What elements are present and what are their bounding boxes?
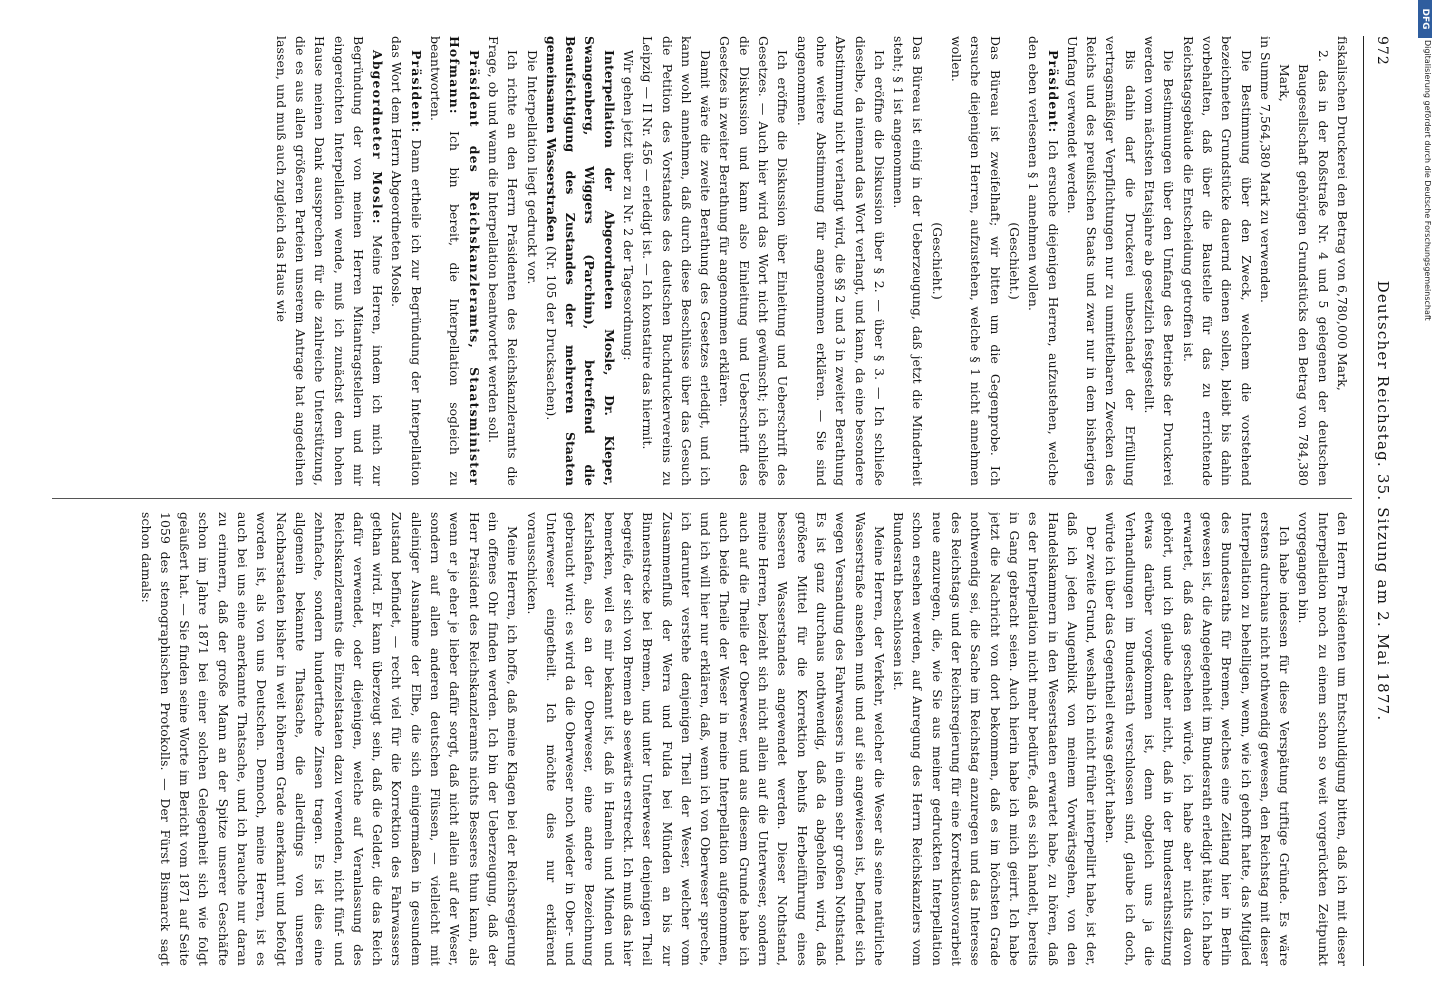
- paragraph: Ich habe indessen für diese Verspätung triftige Gründe. Es wäre erstens durchaus nicht nothwendig gewesen, den Reichstag mit dieser Interpellation zu behelligen, wenn, wie ich gehofft hatte, das Mitglied des Bundesraths für Bremen, welches eine Zeitlang hier in Berlin gewesen ist, die Angelegenheit im Bundesrath erledigt hätte. Ich habe erwartet, daß das geschehen würde, ich habe aber nichts davon gehört, und ich glaube daher nicht, daß in der Bundesrathssitzung etwas darüber vorgekommen ist, denn obgleich uns ja die Verhandlungen im Bundesrath verschlossen sind, glaube ich doch, würde ich über das Gegentheil etwas gehört haben.: [1103, 512, 1293, 966]
- right-column: [32, 512, 1352, 966]
- speaker-name: Präsident:: [1045, 50, 1061, 134]
- paragraph: Der zweite Grund, weshalb ich nicht früher interpellirt habe, ist der, daß ich jeden Augenblick von meinem Vorwärtsgehen, von den Handelskammern in den Weserstaaten erwartet habe, zu hören, daß es der Interpellation nicht mehr bedürfe, daß es sich handelt, bereits in Gang gebracht seien. Auch hierin habe ich mich geirrt. Ich habe jetzt die Nachricht von dort bekommen, daß es im höchsten Grade nothwendig sei, die Sache im Reichstag anzuregen und das Interesse des Reichstags und der Reichsregierung für eine Korrektionsvorarbeit neue anzuregen, die, wie Sie aus meiner gedruckten Interpellation schon ersehen werden, auf Anregung des Herrn Reichskanzlers vom Bundesrath beschlossen ist.: [891, 512, 1100, 966]
- paragraph: Die Interpellation liegt gedruckt vor.: [524, 50, 540, 285]
- dfg-logo: [1418, 0, 1432, 38]
- speech-text: Ich bin bereit, die Interpellation sogleich zu beantworten.: [428, 36, 463, 486]
- page-header: [1363, 36, 1394, 966]
- paragraph: Die Bestimmung über den Zweck, welchem die vorstehend bezeichneten Grundstücke dauernd dienen sollen, bleibt bis dahin vorbehalten, daß über die Baustelle für das zu errichtende Reichstagsgebäude die Entscheidung getroffen ist.: [1180, 36, 1254, 486]
- paragraph: Ich richte an den Herrn Präsidenten des Reichskanzleramts die Frage, ob und wann die Interpellation beantwortet werden soll.: [485, 36, 521, 486]
- paragraph: Damit wäre die zweite Berathung des Gesetzes erledigt, und ich kann wohl annehmen, daß durch diese Beschlüsse über das Gesuch die Petition des Vorstandes des deutschen Buchdruckervereins zu Leipzig — II Nr. 456 — erledigt ist. — Ich konstatire das hiermit.: [640, 36, 714, 486]
- digitization-note-text: Digitalisierung gefördert durch die Deutsche Forschungsgemeinschaft: [1423, 40, 1432, 321]
- agenda-ref: (Nr. 105 der Drucksachen).: [543, 245, 559, 421]
- paragraph: in Summe 7,564,380 Mark zu verwenden.: [1257, 36, 1273, 304]
- dfg-logo-text: DFG: [1420, 8, 1430, 30]
- paragraph: Das Büreau ist zweifelhaft; wir bitten um die Gegenprobe. Ich ersuche diejenigen Herren, aufzustehen, welche § 1 nicht annehmen wollen.: [949, 36, 1003, 486]
- speech-paragraph: [387, 36, 426, 486]
- digitization-note: [1423, 40, 1431, 980]
- left-column: [32, 36, 1352, 486]
- paragraph: Bis dahin darf die Druckerei unbeschadet der Erfüllung vertragsmäßiger Verpflichtungen nur zu unmittelbaren Zwecken des Reichs und des preußischen Staats und zwar nur in dem bisherigen Umfang verwendet werden.: [1064, 36, 1138, 486]
- page-number: 972: [1374, 36, 1390, 66]
- paragraph: den Herrn Präsidenten um Entschuldigung bitten, daß ich mit dieser Interpellation noch zu einem schon so weit vorgerückten Zeitpunkt vorgegangen bin.: [1296, 512, 1350, 966]
- paragraph: Meine Herren, ich hoffe, daß meine Klagen bei der Reichsregierung ein offenes Ohr finden werden. Ich bin der Ueberzeugung, daß der Herr Präsident des Reichskanzleramts nichts Besseres thun kann, als wenn er je eher je lieber dafür sorgt, daß nicht allein auf der Weser, sondern auf allen anderen deutschen Flüssen, — vielleicht mit alleiniger Ausnahme der Elbe, die sich einigermaßen in gesundem Zustand befindet, — recht viel für die Korrektion des Fahrwassers gethan wird. Er kann überzeugt sein, daß die Gelder, die das Reich dafür verwendet, oder diejenigen, welche auf Veranlassung des Reichskanzleramts die Einzelstaaten dazu verwenden, nicht fünf- und zehnfache, sondern hundertfache Zinsen tragen. Es ist dies eine allgemein bekannte Thatsache, die allerdings von unseren Nachbarstaaten bisher in weit höherem Grade anerkannt und befolgt worden ist, als von uns Deutschen. Dennoch, meine Herren, ist es auch bei uns eine anerkannte Thatsache, und ich brauche nur daran zu erinnern, daß der große Mann an der Spitze unserer Geschäfte schon im Jahre 1871 bei einer solchen Gelegenheit sich wie folgt geäußert hat. — Sie finden seine Worte im Bericht vom 1871 auf Seite 1059 des stenographischen Protokolls. — Der Fürst Bismarck sagt schon damals:: [138, 512, 521, 966]
- agenda-title: Interpellation der Abgeordneten Mosle, Dr. Kieper, Swangenberg, Wiggers (Parchim), betreffend die Beaufsichtigung des Zustandes der mehreren Staaten gemeinsamen Wasserstraßen: [543, 36, 617, 486]
- paragraph: fiskalischen Druckerei den Betrag von 6,780,000 Mark,: [1335, 36, 1350, 391]
- paragraph: Ich eröffne die Diskussion über Einleitung und Ueberschrift des Gesetzes. — Auch hier wird das Wort nicht gewünscht; ich schließe die Diskussion und kann also Einleitung und Ueberschrift des Gesetzes in zweiter Berathung für angenommen erklären.: [717, 36, 791, 486]
- speaker-name: Abgeordneter Mosle:: [370, 50, 386, 225]
- paragraph: Ich eröffne die Diskussion über § 2. — über § 3. — Ich schließe dieselbe, da niemand das Wort verlangt, und kann, da eine besondere Abstimmung nicht verlangt wird, die §§ 2 und 3 in zweiter Berathung ohne weitere Abstimmung für angenommen erklären. — Sie sind angenommen.: [794, 36, 887, 486]
- speech-paragraph: [271, 36, 387, 486]
- speech-text: Ich ersuche diejenigen Herren, aufzustehen, welche den eben verlesenen § 1 annehmen wollen.: [1026, 36, 1061, 486]
- speaker-name: Präsident des Reichskanzleramts, Staatsminister Hofmann:: [447, 36, 482, 486]
- paragraph: Das Büreau ist einig in der Ueberzeugung, daß jetzt die Minderheit steht; § 1 ist angenommen.: [891, 36, 926, 486]
- running-title: Deutscher Reichstag. 35. Sitzung am 2. Mai 1877.: [1374, 280, 1392, 722]
- speech-text: Dann ertheile ich zur Begründung der Interpellation das Wort dem Herrn Abgeordneten Mosle.: [389, 36, 424, 486]
- speech-paragraph: [1024, 36, 1063, 486]
- paragraph: Die Bestimmungen über den Umfang des Betriebs der Druckerei werden vom nächsten Etatsjahre ab gesetzlich festgestellt.: [1142, 36, 1177, 486]
- stage-direction: (Geschieht.): [929, 222, 945, 300]
- agenda-item: [542, 36, 619, 486]
- column-divider: [52, 498, 1352, 499]
- speech-text: Meine Herren, indem ich mich zur Begründung der von meinen Herren Mitantragstellern und mir eingereichten Interpellation wende, muß ich zunächst dem hohen Hause meinen Dank aussprechen für die zahlreiche Unterstützung, die es aus allen größeren Parteien unserem Antrage hat angedeihen lassen, und muß auch zugleich das Haus wie: [273, 36, 386, 486]
- paragraph: 2. das in der Roßstraße Nr. 4 und 5 gelegenen der deutschen Baugesellschaft gehörigen Grundstücks den Betrag von 784,380 Mark,: [1277, 50, 1331, 486]
- paragraph: Wir gehen jetzt über zu Nr. 2 der Tagesordnung:: [621, 50, 637, 361]
- speech-paragraph: [426, 36, 484, 486]
- stage-direction: (Geschieht.): [1006, 222, 1022, 300]
- paragraph: Meine Herren, der Verkehr, welcher die Weser als seine natürliche Wasserstraße ansehen muß und auf sie angewiesen ist, befindet sich wegen Versandung des Fahrwassers in einem sehr großen Nothstand. Es ist ganz durchaus nothwendig, daß da abgeholfen wird, daß größere Mittel für die Korrektion behufs Herbeiführung eines besseren Wasserstandes angewendet werden. Dieser Nothstand, meine Herren, bezieht sich nicht allein auf die Unterweser, sondern auch auf die Theile der Oberweser, und aus diesem Grunde habe ich auch beide Theile der Weser in meine Interpellation aufgenommen, und ich will hier nur erklären, daß, wenn ich von Oberweser spreche, ich darunter verstehe denjenigen Theil der Weser, welcher vom Zusammenfluß der Werra und Fulda bei Münden an bis zur Binnenstrecke bei Bremen, und unter Unterweser denjenigen Theil begreife, der sich von Bremen ab seewärts erstreckt. Ich muß das hier bemerken, weil es mir bekannt ist, daß in Hameln und Minden und Karlshafen, also an der Oberweser, eine andere Bezeichnung gebraucht wird: es wird da die Oberweser noch wieder in Ober- und Unterweser eingetheilt. Ich möchte dies nur erklärend vorausschicken.: [524, 512, 887, 966]
- speaker-name: Präsident:: [408, 50, 424, 134]
